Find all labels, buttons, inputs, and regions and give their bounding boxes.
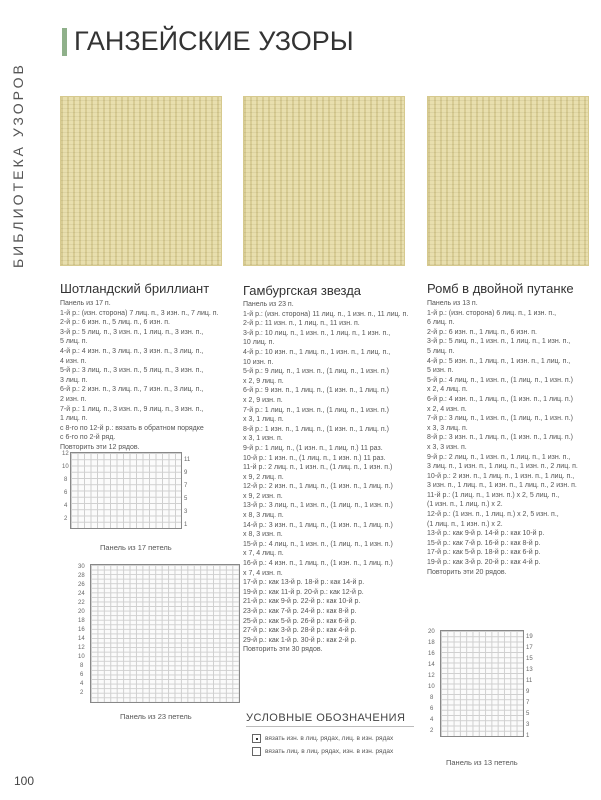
instruction-line: х 2, 4 лиц. п. <box>427 386 468 394</box>
instruction-line: 8-й р.: 3 изн. п., 1 лиц. п., (1 изн. п., 1 лиц. п.) <box>427 434 573 442</box>
instruction-line: х 3, 1 лиц. п. <box>243 416 284 424</box>
row-label: 11 <box>526 678 533 684</box>
instruction-line: 6-й р.: 9 изн. п., 1 лиц. п., (1 изн. п., 1 лиц. п.) <box>243 387 389 395</box>
pattern-title-1: Шотландский бриллиант <box>60 281 210 296</box>
instruction-line: 7-й р.: 1 лиц. п., 1 изн. п., (1 лиц. п., 1 изн. п.) <box>243 406 389 414</box>
row-label: 4 <box>64 503 68 509</box>
row-label: 28 <box>78 573 85 579</box>
sidebar-label: БИБЛИОТЕКА УЗОРОВ <box>10 62 26 268</box>
instruction-line: Повторить эти 12 рядов. <box>60 443 140 451</box>
instruction-line: 12-й р.: (1 изн. п., 1 лиц. п.) х 2, 5 изн. п., <box>427 511 559 519</box>
instruction-line: 15-й р.: как 7-й р. 16-й р.: как 8-й р. <box>427 539 541 547</box>
instruction-line: х 2, 9 изн. п. <box>243 396 283 404</box>
pattern-title-3: Ромб в двойной путанке <box>427 281 574 296</box>
instruction-line: 11-й р.: 2 лиц. п., 1 изн. п., (1 лиц. п., 1 изн. п.) <box>243 464 393 472</box>
instruction-line: Панель из 17 п. <box>60 300 111 307</box>
instruction-line: 6 лиц. п. <box>427 319 455 327</box>
instruction-line: Панель из 13 п. <box>427 300 478 307</box>
row-label: 8 <box>80 663 84 669</box>
instruction-line: Повторить эти 20 рядов. <box>427 568 507 576</box>
row-label: 1 <box>184 522 188 528</box>
row-label: 3 <box>526 722 530 728</box>
instruction-line: 2-й р.: 6 изн. п., 5 лиц. п., 6 изн. п. <box>60 319 170 327</box>
instruction-line: 5 лиц. п. <box>427 347 455 355</box>
row-label: 24 <box>78 591 85 597</box>
row-label: 5 <box>184 496 188 502</box>
row-label: 13 <box>526 667 533 673</box>
instruction-line: 5 изн. п. <box>427 367 454 375</box>
legend-item-label: вязать изн. в лиц. рядах, лиц. в изн. рядах <box>265 735 394 743</box>
row-label: 6 <box>80 672 84 678</box>
row-label: 4 <box>430 717 434 723</box>
row-label: 3 <box>184 509 188 515</box>
instruction-line: 11-й р.: (1 лиц. п., 1 изн. п.) х 2, 5 лиц. п., <box>427 491 560 499</box>
row-label: 2 <box>430 728 434 734</box>
swatch-hamburg-star <box>243 96 405 266</box>
instruction-line: 4-й р.: 5 изн. п., 1 лиц. п., 1 изн. п., 1 лиц. п., <box>427 357 571 365</box>
instruction-line: 10-й р.: 1 изн. п., (1 лиц. п., 1 изн. п.) 11 раз. <box>243 454 386 462</box>
instruction-line: 25-й р.: как 5-й р. 26-й р.: как 6-й р. <box>243 617 357 625</box>
instruction-line: х 3, 3 лиц. п. <box>427 424 468 432</box>
instruction-line: 1-й р.: (изн. сторона) 11 лиц. п., 1 изн. п., 11 лиц. п. <box>243 310 409 318</box>
instruction-line: 3-й р.: 5 лиц. п., 1 изн. п., 1 лиц. п., 1 изн. п., <box>427 338 571 346</box>
pattern-2-instructions <box>243 300 419 655</box>
chart-3-caption: Панель из 13 петель <box>446 758 518 767</box>
instruction-line: 3 лиц. п. <box>60 376 88 384</box>
instruction-line: 3 лиц. п., 1 изн. п., 1 лиц. п., 1 изн. п., 2 лиц. п. <box>427 463 578 471</box>
instruction-line: х 7, 4 лиц. п. <box>243 550 284 558</box>
row-label: 22 <box>78 600 85 606</box>
dotted-square-icon <box>252 734 261 743</box>
chart-scottish-diamond <box>70 452 182 529</box>
instruction-line: 3-й р.: 10 лиц. п., 1 изн. п., 1 лиц. п., 1 изн. п., <box>243 329 391 337</box>
instruction-line: 19-й р.: как 11-й р. 20-й р.: как 12-й р. <box>243 588 364 596</box>
legend-divider <box>246 726 414 727</box>
instruction-line: 2-й р.: 6 изн. п., 1 лиц. п., 6 изн. п. <box>427 328 537 336</box>
row-label: 12 <box>78 645 85 651</box>
row-label: 17 <box>526 645 533 651</box>
row-label: 30 <box>78 564 85 570</box>
row-label: 16 <box>428 651 435 657</box>
swatch-scottish-diamond <box>60 96 222 266</box>
instruction-line: х 3, 1 изн. п. <box>243 435 283 443</box>
instruction-line: х 8, 3 лиц. п. <box>243 512 284 520</box>
instruction-line: 7-й р.: 1 лиц. п., 3 изн. п., 9 лиц. п., 3 изн. п., <box>60 405 204 413</box>
row-label: 7 <box>526 700 530 706</box>
instruction-line: х 7, 4 изн. п. <box>243 569 283 577</box>
page-number: 100 <box>14 774 35 788</box>
row-label: 20 <box>428 629 435 635</box>
row-label: 7 <box>184 483 188 489</box>
row-label: 12 <box>428 673 435 679</box>
row-label: 19 <box>526 634 533 640</box>
instruction-line: 10 изн. п. <box>243 358 274 366</box>
instruction-line: 9-й р.: 2 лиц. п., 1 изн. п., 1 лиц. п., 1 изн. п., <box>427 453 571 461</box>
row-label: 15 <box>526 656 533 662</box>
row-label: 14 <box>78 636 85 642</box>
page-title: ГАНЗЕЙСКИЕ УЗОРЫ <box>74 26 354 56</box>
instruction-line: х 3, 3 изн. п. <box>427 443 467 451</box>
row-label: 18 <box>78 618 85 624</box>
instruction-line: 15-й р.: 4 лиц. п., 1 изн. п., (1 лиц. п., 1 изн. п.) <box>243 540 393 548</box>
instruction-line: 3-й р.: 5 лиц. п., 3 изн. п., 1 лиц. п., 3 изн. п., <box>60 328 204 336</box>
row-label: 10 <box>428 684 435 690</box>
instruction-line: 4-й р.: 10 изн. п., 1 лиц. п., 1 изн. п., 1 лиц. п., <box>243 348 391 356</box>
instruction-line: 7-й р.: 3 лиц. п., 1 изн. п., (1 лиц. п., 1 изн. п.) <box>427 415 573 423</box>
row-label: 26 <box>78 582 85 588</box>
pattern-3-instructions <box>427 299 597 577</box>
instruction-line: 10-й р.: 2 изн. п., 1 лиц. п., 1 изн. п., 1 лиц. п., <box>427 472 575 480</box>
instruction-line: 1 лиц. п. <box>60 415 88 423</box>
instruction-line: х 9, 2 изн. п. <box>243 492 283 500</box>
sidebar <box>0 0 46 800</box>
pattern-1-instructions <box>60 299 236 453</box>
instruction-line: 27-й р.: как 3-й р. 28-й р.: как 4-й р. <box>243 627 357 635</box>
instruction-line: 3 изн. п., 1 лиц. п., 1 изн. п., 1 лиц. п., 2 изн. п. <box>427 482 577 490</box>
row-label: 8 <box>64 477 68 483</box>
row-label: 18 <box>428 640 435 646</box>
instruction-line: 21-й р.: как 9-й р. 22-й р.: как 10-й р. <box>243 598 361 606</box>
instruction-line: 19-й р.: как 3-й р. 20-й р.: как 4-й р. <box>427 559 541 567</box>
instruction-line: 6-й р.: 2 изн. п., 3 лиц. п., 7 изн. п., 3 лиц. п., <box>60 386 204 394</box>
chart-1-caption: Панель из 17 петель <box>100 543 172 552</box>
instruction-line: с 6-го по 2-й ряд. <box>60 434 116 442</box>
row-label: 8 <box>430 695 434 701</box>
instruction-line: 10 лиц. п. <box>243 339 275 347</box>
instruction-line: 1-й р.: (изн. сторона) 7 лиц. п., 3 изн. п., 7 лиц. п. <box>60 309 219 317</box>
row-label: 6 <box>64 490 68 496</box>
chart-2-caption: Панель из 23 петель <box>120 712 192 721</box>
instruction-line: (1 изн. п., 1 лиц. п.) х 2. <box>427 501 503 509</box>
instruction-line: 2 изн. п. <box>60 395 87 403</box>
instruction-line: х 9, 2 лиц. п. <box>243 473 284 481</box>
instruction-line: 2-й р.: 11 изн. п., 1 лиц. п., 11 изн. п. <box>243 320 360 328</box>
instruction-line: х 2, 9 лиц. п. <box>243 377 284 385</box>
row-label: 1 <box>526 733 530 739</box>
row-label: 5 <box>526 711 530 717</box>
instruction-line: 6-й р.: 4 изн. п., 1 лиц. п., (1 изн. п., 1 лиц. п.) <box>427 395 573 403</box>
row-label: 4 <box>80 681 84 687</box>
row-label: 20 <box>78 609 85 615</box>
instruction-line: х 8, 3 изн. п. <box>243 531 283 539</box>
swatch-diamond-double-moss <box>427 96 589 266</box>
row-label: 16 <box>78 627 85 633</box>
instruction-line: 13-й р.: как 9-й р. 14-й р.: как 10-й р. <box>427 530 545 538</box>
instruction-line: 5-й р.: 4 лиц. п., 1 изн. п., (1 лиц. п., 1 изн. п.) <box>427 376 573 384</box>
instruction-line: 5-й р.: 3 лиц. п., 3 изн. п., 5 лиц. п., 3 изн. п., <box>60 367 204 375</box>
chart-diamond-double-moss <box>440 630 524 737</box>
row-label: 2 <box>80 690 84 696</box>
pattern-title-2: Гамбургская звезда <box>243 283 362 298</box>
legend-item-label: вязать лиц. в лиц. рядах, изн. в изн. рядах <box>265 748 394 756</box>
instruction-line: 4 изн. п. <box>60 357 87 365</box>
row-label: 10 <box>78 654 85 660</box>
row-label: 14 <box>428 662 435 668</box>
row-label: 9 <box>526 689 530 695</box>
row-label: 11 <box>184 457 191 463</box>
instruction-line: (1 лиц. п., 1 изн. п.) х 2. <box>427 520 503 528</box>
instruction-line: 1-й р.: (изн. сторона) 6 лиц. п., 1 изн. п., <box>427 309 557 317</box>
row-label: 2 <box>64 516 68 522</box>
instruction-line: 4-й р.: 4 изн. п., 3 лиц. п., 3 изн. п., 3 лиц. п., <box>60 347 204 355</box>
instruction-line: 8-й р.: 1 изн. п., 1 лиц. п., (1 изн. п., 1 лиц. п.) <box>243 425 389 433</box>
legend-item-purl <box>252 734 393 743</box>
legend-title: УСЛОВНЫЕ ОБОЗНАЧЕНИЯ <box>246 712 406 724</box>
instruction-line: 14-й р.: 3 изн. п., 1 лиц. п., (1 изн. п., 1 лиц. п.) <box>243 521 393 529</box>
instruction-line: с 8-го по 12-й р.: вязать в обратном порядке <box>60 424 204 432</box>
instruction-line: 5-й р.: 9 лиц. п., 1 изн. п., (1 лиц. п., 1 изн. п.) <box>243 368 389 376</box>
row-label: 10 <box>62 464 69 470</box>
chart-hamburg-star <box>90 564 240 703</box>
instruction-line: 17-й р.: как 13-й р. 18-й р.: как 14-й р. <box>243 579 365 587</box>
row-label: 9 <box>184 470 188 476</box>
instruction-line: х 2, 4 изн. п. <box>427 405 467 413</box>
instruction-line: 13-й р.: 3 лиц. п., 1 изн. п., (1 лиц. п., 1 изн. п.) <box>243 502 393 510</box>
instruction-line: Панель из 23 п. <box>243 301 294 308</box>
instruction-line: 29-й р.: как 1-й р. 30-й р.: как 2-й р. <box>243 636 357 644</box>
instruction-line: 9-й р.: 1 лиц. п., (1 изн. п., 1 лиц. п.) 11 раз. <box>243 444 383 452</box>
row-label: 12 <box>62 451 69 457</box>
row-label: 6 <box>430 706 434 712</box>
instruction-line: 5 лиц. п. <box>60 338 88 346</box>
legend-item-knit <box>252 747 393 756</box>
instruction-line: 16-й р.: 4 изн. п., 1 лиц. п., (1 изн. п., 1 лиц. п.) <box>243 560 393 568</box>
instruction-line: 23-й р.: как 7-й р. 24-й р.: как 8-й р. <box>243 608 357 615</box>
instruction-line: 17-й р.: как 5-й р. 18-й р.: как 6-й р. <box>427 549 541 557</box>
instruction-line: 12-й р.: 2 изн. п., 1 лиц. п., (1 изн. п., 1 лиц. п.) <box>243 483 393 491</box>
instruction-line: Повторить эти 30 рядов. <box>243 646 323 654</box>
empty-square-icon <box>252 747 261 756</box>
title-accent-bar <box>62 28 67 56</box>
